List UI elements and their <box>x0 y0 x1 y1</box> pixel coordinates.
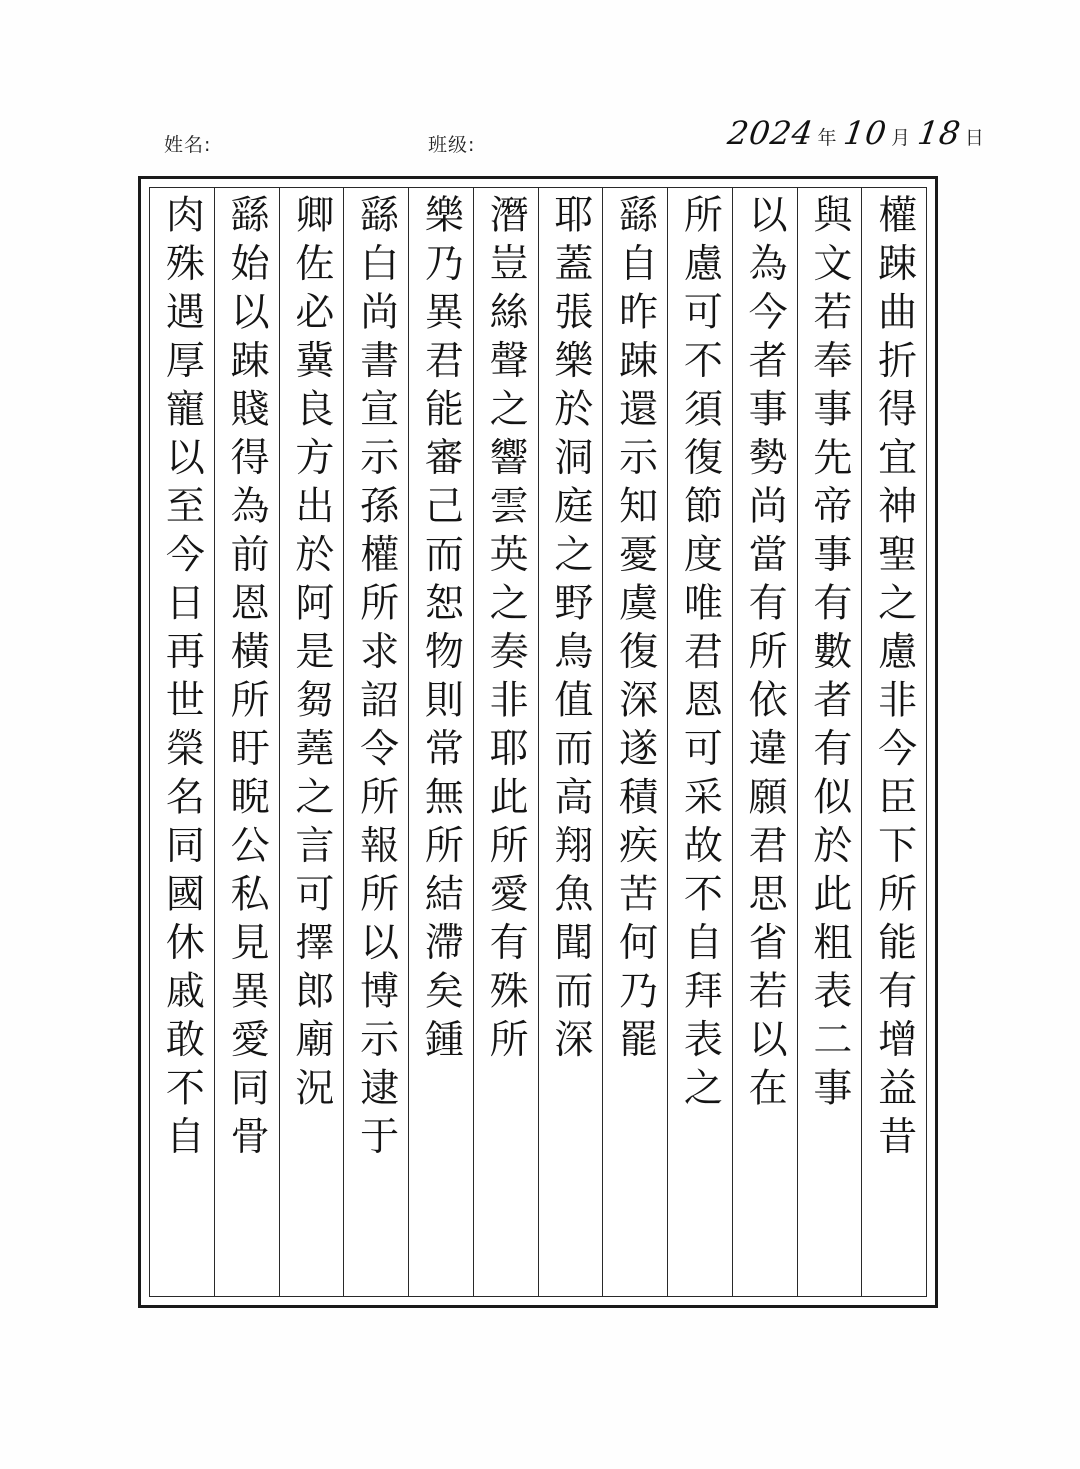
grid-column <box>602 188 667 1296</box>
column-text: 與文若奉事先帝事有數者有似於此粗表二事 <box>806 194 852 1116</box>
grid-column <box>279 188 344 1296</box>
column-text: 權踈曲折得宜神聖之慮非今臣下所能有增益昔 <box>871 194 917 1164</box>
date-day-unit: 日 <box>964 127 984 149</box>
column-text: 樂乃異君能審己而恕物則常無所結滯矣鍾 <box>418 194 464 1067</box>
grid-column <box>538 188 603 1296</box>
grid-column <box>408 188 473 1296</box>
date-year-unit: 年 <box>817 127 837 149</box>
column-text: 繇始以踈賤得為前恩橫所盱睨公私見異愛同骨 <box>224 194 270 1164</box>
grid-column <box>343 188 408 1296</box>
date-month: 10 <box>841 114 890 152</box>
writing-grid <box>149 187 927 1297</box>
grid-column <box>150 188 214 1296</box>
date-year: 2024 <box>725 114 817 152</box>
column-text: 繇自昨踈還示知憂虞復深遂積疾苦何乃罷 <box>612 194 658 1067</box>
grid-column <box>667 188 732 1296</box>
grid-column <box>732 188 797 1296</box>
writing-grid-frame <box>138 176 938 1308</box>
column-text: 所慮可不須復節度唯君恩可采故不自拜表之 <box>677 194 723 1116</box>
column-text: 以為今者事勢尚當有所依違願君思省若以在 <box>742 194 788 1116</box>
column-text: 耶蓋張樂於洞庭之野鳥值而高翔魚聞而深 <box>547 194 593 1067</box>
grid-column <box>214 188 279 1296</box>
date-day: 18 <box>915 114 964 152</box>
column-text: 肉殊遇厚寵以至今日再世榮名同國休戚敢不自 <box>159 194 205 1164</box>
class-label: 班级: <box>428 134 476 156</box>
date-month-unit: 月 <box>891 127 911 149</box>
column-text: 潛豈絲聲之響雲英之奏非耶此所愛有殊所 <box>483 194 529 1067</box>
grid-column <box>797 188 862 1296</box>
column-text: 繇白尚書宣示孫權所求詔令所報所以博示逮于 <box>353 194 399 1164</box>
column-text: 卿佐必冀良方出於阿是芻蕘之言可擇郎廟況 <box>288 194 334 1116</box>
name-label: 姓名: <box>164 134 212 156</box>
grid-column <box>473 188 538 1296</box>
date-field <box>725 114 990 162</box>
grid-column <box>861 188 926 1296</box>
